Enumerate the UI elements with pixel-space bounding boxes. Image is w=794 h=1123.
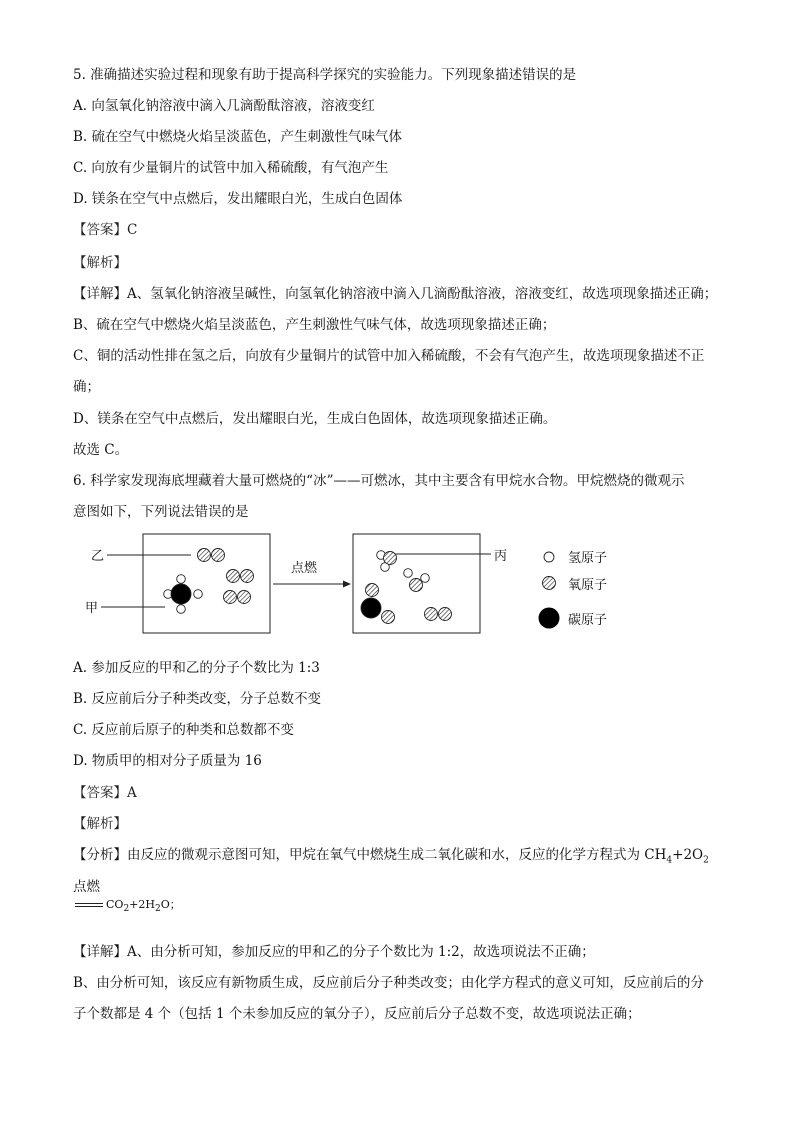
q5-analysis-heading: 【解析】 <box>73 255 127 271</box>
q6-option-d: D. 物质甲的相对分子质量为 16 <box>73 753 262 769</box>
methane-molecule <box>164 575 203 614</box>
oxygen-molecule <box>425 608 452 621</box>
water-molecule <box>377 551 397 572</box>
q5-detail-6: 故选 C。 <box>73 442 129 458</box>
q5-stem: 5. 准确描述实验过程和现象有助于提高科学探究的实验能力。下列现象描述错误的是 <box>73 67 577 83</box>
oxygen-molecule <box>224 591 251 604</box>
arrow-label: 点燃 <box>291 561 318 576</box>
arrowhead <box>343 581 351 588</box>
q6-stem-line1: 6. 科学家发现海底埋藏着大量可燃烧的“冰”——可燃冰，其中主要含有甲烷水合物。甲烷燃烧的微观示 <box>73 473 685 489</box>
q6-detail-2: B、由分析可知，该反应有新物质生成，反应前后分子种类改变；由化学方程式的意义可知，反应前后的分 <box>73 975 704 991</box>
q5-answer: 【答案】C <box>73 222 138 238</box>
water-molecule <box>404 569 430 592</box>
legend-oxygen-label: 氧原子 <box>568 578 608 593</box>
methane-combustion-diagram <box>73 528 723 640</box>
carbon-dioxide-molecule <box>361 584 395 624</box>
q5-detail-4: 确； <box>73 379 100 395</box>
equation-condition: 点燃 <box>73 879 100 895</box>
label-bing: 丙 <box>494 549 508 564</box>
label-yi: 乙 <box>91 549 105 564</box>
q5-detail-3: C、铜的活动性排在氢之后，向放有少量铜片的试管中加入稀硫酸，不会有气泡产生，故选项现象描述不正 <box>73 348 705 364</box>
legend-hydrogen-symbol <box>544 552 554 562</box>
legend-oxygen-symbol <box>543 577 556 590</box>
q6-detail-3: 子个数都是 4 个（包括 1 个未参加反应的氧分子），反应前后分子总数不变，故选项说法正确； <box>73 1006 641 1022</box>
q5-option-c: C. 向放有少量铜片的试管中加入稀硫酸，有气泡产生 <box>73 160 389 176</box>
q5-option-b: B. 硫在空气中燃烧火焰呈淡蓝色，产生刺激性气味气体 <box>73 129 403 145</box>
legend-carbon-label: 碳原子 <box>568 613 608 628</box>
equation-bar-top <box>75 903 103 904</box>
oxygen-molecule <box>227 570 254 583</box>
equation-bar-bottom <box>75 906 103 907</box>
q6-answer: 【答案】A <box>73 785 137 801</box>
oxygen-molecule <box>198 549 225 562</box>
q6-detail-1: 【详解】A、由分析可知，参加反应的甲和乙的分子个数比为 1:2，故选项说法不正确； <box>73 944 595 960</box>
equation-products: $CO_2+2H_2O$； <box>106 898 181 915</box>
q6-analysis-heading: 【解析】 <box>73 816 127 832</box>
q5-detail-1: 【详解】A、氢氧化钠溶液呈碱性，向氢氧化钠溶液中滴入几滴酚酞溶液，溶液变红，故选项现象描述正确； <box>73 286 718 302</box>
legend-carbon-symbol <box>539 608 560 629</box>
legend-hydrogen-label: 氢原子 <box>568 551 608 566</box>
q6-fenxi-text: 【分析】由反应的微观示意图可知，甲烷在氧气中燃烧生成二氧化碳和水，反应的化学方程式为 CH <box>73 847 667 863</box>
q6-option-b: B. 反应前后分子种类改变，分子总数不变 <box>73 691 322 707</box>
q6-fenxi: 【分析】由反应的微观示意图可知，甲烷在氧气中燃烧生成二氧化碳和水，反应的化学方程式为 $CH_4+2O_2$ <box>73 847 709 866</box>
q6-option-a: A. 参加反应的甲和乙的分子个数比为 1:3 <box>73 660 320 676</box>
legend <box>539 551 608 629</box>
q5-detail-2: B、硫在空气中燃烧火焰呈淡蓝色，产生刺激性气味气体，故选项现象描述正确； <box>73 317 556 333</box>
q6-stem-line2: 意图如下，下列说法错误的是 <box>73 504 249 520</box>
q6-option-c: C. 反应前后原子的种类和总数都不变 <box>73 722 294 738</box>
q5-option-a: A. 向氢氧化钠溶液中滴入几滴酚酞溶液，溶液变红 <box>73 98 375 114</box>
label-jia: 甲 <box>85 601 99 616</box>
q5-detail-5: D、镁条在空气中点燃后，发出耀眼白光，生成白色固体，故选项现象描述正确。 <box>73 411 557 427</box>
q5-option-d: D. 镁条在空气中点燃后，发出耀眼白光，生成白色固体 <box>73 191 403 207</box>
